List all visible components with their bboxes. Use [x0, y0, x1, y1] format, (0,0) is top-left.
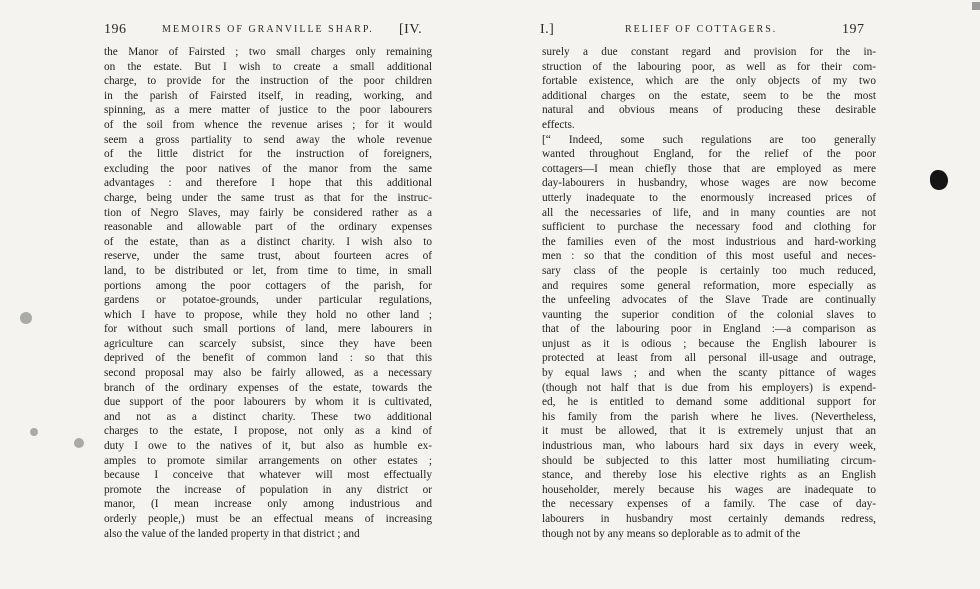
text-line: agriculture can scarcely subsist, since they have been — [104, 337, 432, 350]
text-line: because I conceive that whatever will most effectually — [104, 469, 432, 482]
text-line: and not as a distinct charity. These two additional — [104, 410, 432, 423]
text-line: it must be allowed, that it is extremely unjust that an — [542, 425, 876, 438]
ink-blot — [930, 170, 948, 190]
text-line: utterly inadequate to the enormously increased prices of — [542, 191, 876, 204]
right-body-text — [542, 45, 876, 541]
text-line: sary class of the people is certainly too much reduced, — [542, 264, 876, 277]
text-line: of the soil from whence the revenue arises ; for it would — [104, 118, 432, 131]
text-line: gardens or potatoe-grounds, under particular regulations, — [104, 294, 432, 307]
right-running-title: RELIEF OF COTTAGERS. — [625, 24, 778, 35]
text-line: unjust as it is odious ; because the English labourer is — [542, 337, 876, 350]
text-line: tion of Negro Slaves, may fairly be considered rather as a — [104, 206, 432, 219]
text-line: that of the labouring poor in England :—a comparison as — [542, 323, 876, 336]
text-line: which I have to propose, while they hold no other land ; — [104, 308, 432, 321]
text-line: labourers in husbandry most certainly demands redress, — [542, 513, 876, 525]
scan-corner-mark — [972, 2, 980, 10]
text-line: branch of the ordinary expenses of the estate, towards the — [104, 381, 432, 394]
text-line: struction of the labouring poor, as well as for their com- — [542, 60, 876, 73]
text-line: the unfeeling advocates of the Slave Trade are continually — [542, 294, 876, 307]
text-line: amples to promote similar arrangements on other estates ; — [104, 454, 432, 467]
text-line: the families even of the most industrious and hard-working — [542, 235, 876, 248]
left-part-marker: [IV. — [399, 22, 423, 37]
text-line: all the necessaries of life, and in many counties are not — [542, 206, 876, 219]
text-line: natural and obvious means of producing these desirable — [542, 104, 876, 117]
text-line: ed, he is entitled to demand some additional support for — [542, 396, 876, 409]
ink-speck — [20, 312, 32, 324]
text-line: additional charges on the estate, seem to be the most — [542, 89, 876, 102]
text-line: portions among the poor cottagers of the parish, for — [104, 279, 432, 292]
text-line: effects. — [542, 118, 575, 131]
text-line: by equal laws ; and when the scanty pittance of wages — [542, 367, 876, 380]
text-line: the necessary expenses of a family. The case of day- — [542, 498, 876, 511]
text-line: protected at least from all personal ill-usage and outrage, — [542, 352, 876, 365]
text-line: charges to the estate, I propose, not only as a kind of — [104, 425, 432, 438]
text-line: manor, (I mean increase only among industrious and — [104, 498, 432, 511]
right-running-header — [540, 22, 870, 40]
text-line: land, to be distributed or let, from time to time, in small — [104, 264, 432, 277]
text-line: reserve, under the same trust, about fourteen acres of — [104, 250, 432, 263]
right-page-number: 197 — [842, 22, 865, 37]
right-part-marker: I.] — [540, 22, 555, 37]
text-line: second proposal may also be fairly allowed, as a necessary — [104, 367, 432, 380]
text-line: householder, merely because his wages are inadequate to — [542, 483, 876, 496]
text-line: his family from the parish where he lives. (Nevertheless, — [542, 410, 876, 423]
text-line: sufficient to purchase the necessary food and clothing for — [542, 221, 876, 234]
text-line: for without such small portions of land, mere labourers in — [104, 323, 432, 336]
text-line: the Manor of Fairsted ; two small charges only remaining — [104, 46, 432, 58]
text-line: advantages : and therefore I hope that this additional — [104, 177, 432, 190]
text-line: should be subjected to this latter most humiliating circum- — [542, 454, 876, 467]
text-line: charge, being under the same trust as that for the instruc- — [104, 191, 432, 204]
text-line: men : so that the condition of this most useful and neces- — [542, 250, 876, 263]
text-line: wanted throughout England, for the relief of the poor — [542, 148, 876, 161]
text-line: stance, and thereby lose his elective rights as an English — [542, 469, 876, 482]
left-running-title: MEMOIRS OF GRANVILLE SHARP. — [162, 24, 374, 35]
left-page-number: 196 — [104, 22, 127, 37]
text-line: seem a gross partiality to send away the whole revenue — [104, 133, 432, 146]
text-line: surely a due constant regard and provision for the in- — [542, 46, 876, 58]
text-line: fortable existence, which are the only objects of my two — [542, 75, 876, 88]
text-line: spinning, as a mere matter of justice to the poor labourers — [104, 104, 432, 117]
text-line: and requires some general reformation, more especially as — [542, 279, 876, 292]
right-page — [490, 0, 980, 589]
ink-speck — [30, 428, 38, 436]
text-line: industrious man, who labours hard six days in every week, — [542, 440, 876, 453]
text-line: due support of the poor labourers by whom it is cultivated, — [104, 396, 432, 409]
text-line: vaunting the superior condition of the colonial slaves to — [542, 308, 876, 321]
text-line: orderly people,) must be an effectual means of increasing — [104, 513, 432, 525]
text-line: though not by any means so deplorable as to admit of the — [542, 527, 801, 540]
text-line: charge, to provide for the instruction of the poor children — [104, 75, 432, 88]
text-line: [“ Indeed, some such regulations are too generally — [542, 133, 876, 146]
text-line: of the little district for the instruction of foreigners, — [104, 148, 432, 161]
text-line: promote the increase of population in any district or — [104, 483, 432, 496]
text-line: excluding the poor natives of the manor from the same — [104, 162, 432, 175]
ink-speck — [74, 438, 84, 448]
left-running-header — [104, 22, 434, 40]
text-line: deprived of the benefit of common land : so that this — [104, 352, 432, 365]
text-line: in the parish of Fairsted itself, in reading, working, and — [104, 89, 432, 102]
text-line: of the estate, than as a distinct charity. I wish also to — [104, 235, 432, 248]
left-body-text — [104, 45, 432, 541]
text-line: on the estate. But I wish to create a small additional — [104, 60, 432, 73]
text-line: cottagers—I mean chiefly those that are employed as mere — [542, 162, 876, 175]
text-line: day-labourers in husbandry, whose wages are now become — [542, 177, 876, 190]
text-line: (though not half that is due from his employers) is expend- — [542, 381, 876, 394]
text-line: reasonable and allowable part of the ordinary expenses — [104, 221, 432, 234]
text-line: also the value of the landed property in that district ; and — [104, 527, 360, 540]
text-line: duty I owe to the natives of it, but also as humble ex- — [104, 440, 432, 453]
